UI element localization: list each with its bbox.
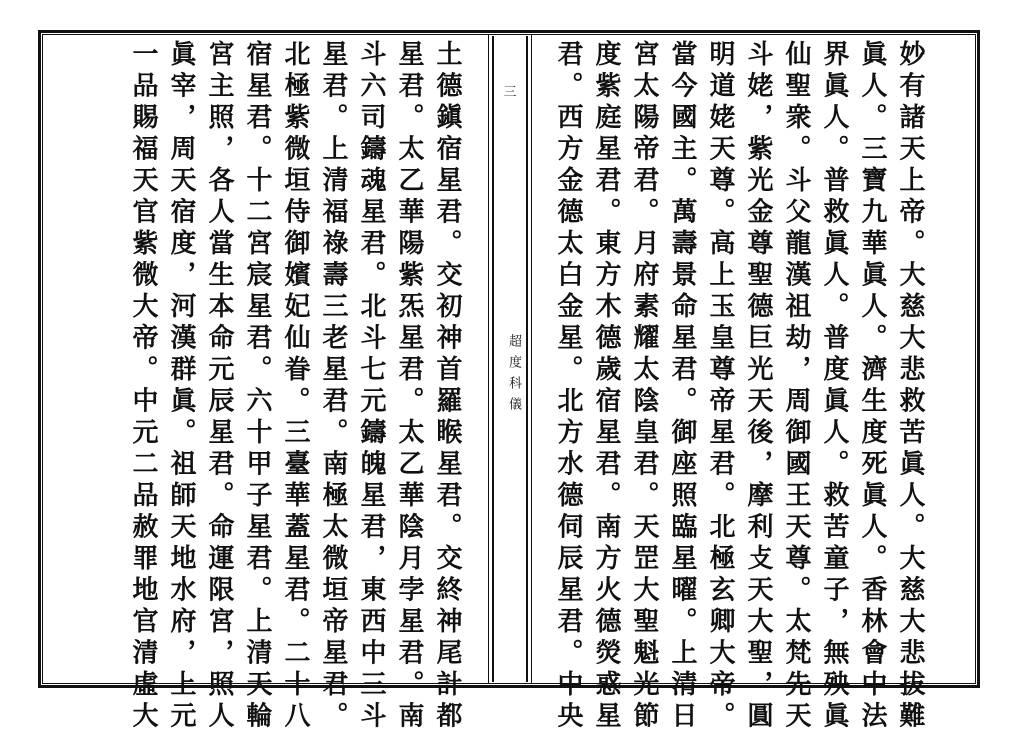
text-column: 土德鎭宿星君。交初神首羅睺星君。交終神尾計都 [432,40,462,733]
text-column: 北極紫微垣侍御嬪妃仙眷。三臺華蓋星君。二十八 [280,40,310,733]
text-column: 星君。上清福祿壽三老星君。南極太微垣帝星君。 [318,40,348,733]
spine-title: 超度科儀 [506,334,521,418]
text-column: 宮主照，各人當生本命元辰星君。命運限宮，照人 [204,40,234,733]
book-spine [488,34,532,684]
text-column: 眞宰，周天宿度，河漢群眞。祖師天地水府，上元 [166,40,196,733]
text-column: 眞人。三寶九華眞人。濟生度死眞人。香林會中法 [857,40,887,733]
text-column: 度紫庭星君。東方木德歲宿星君。南方火德熒惑星 [591,40,621,733]
text-column: 宮太陽帝君。月府素耀太陰皇君。天罡大聖魁光節 [629,40,659,733]
text-column: 明道姥天尊。高上玉皇尊帝星君。北極玄卿大帝。 [705,40,735,733]
text-column: 斗六司鑄魂星君。北斗七元鑄魄星君，東西中三斗 [356,40,386,733]
left-page [128,40,464,733]
text-column: 一品賜福天官紫微大帝。中元二品赦罪地官清虛大 [128,40,158,733]
text-column: 當今國主。萬壽景命星君。御座照臨星曜。上清日 [667,40,697,733]
text-column: 君。西方金德太白金星。北方水德伺辰星君。中央 [553,40,583,733]
text-column: 星君。太乙華陽紫炁星君。太乙華陰月孛星君。南 [394,40,424,733]
text-column: 妙有諸天上帝。大慈大悲救苦眞人。大慈大悲拔難 [895,40,925,733]
right-page [553,40,925,733]
text-column: 界眞人。普救眞人。普度眞人。救苦童子，無殃眞 [819,40,849,733]
text-column: 仙聖衆。斗父龍漢祖劫，周御國王天尊。太梵先天 [781,40,811,733]
text-column: 斗姥，紫光金尊聖德巨光天後，摩利攴天大聖，圓 [743,40,773,733]
page-number: 三 [503,85,517,100]
text-column: 宿星君。十二宮宸星君。六十甲子星君。上清天輪 [242,40,272,733]
